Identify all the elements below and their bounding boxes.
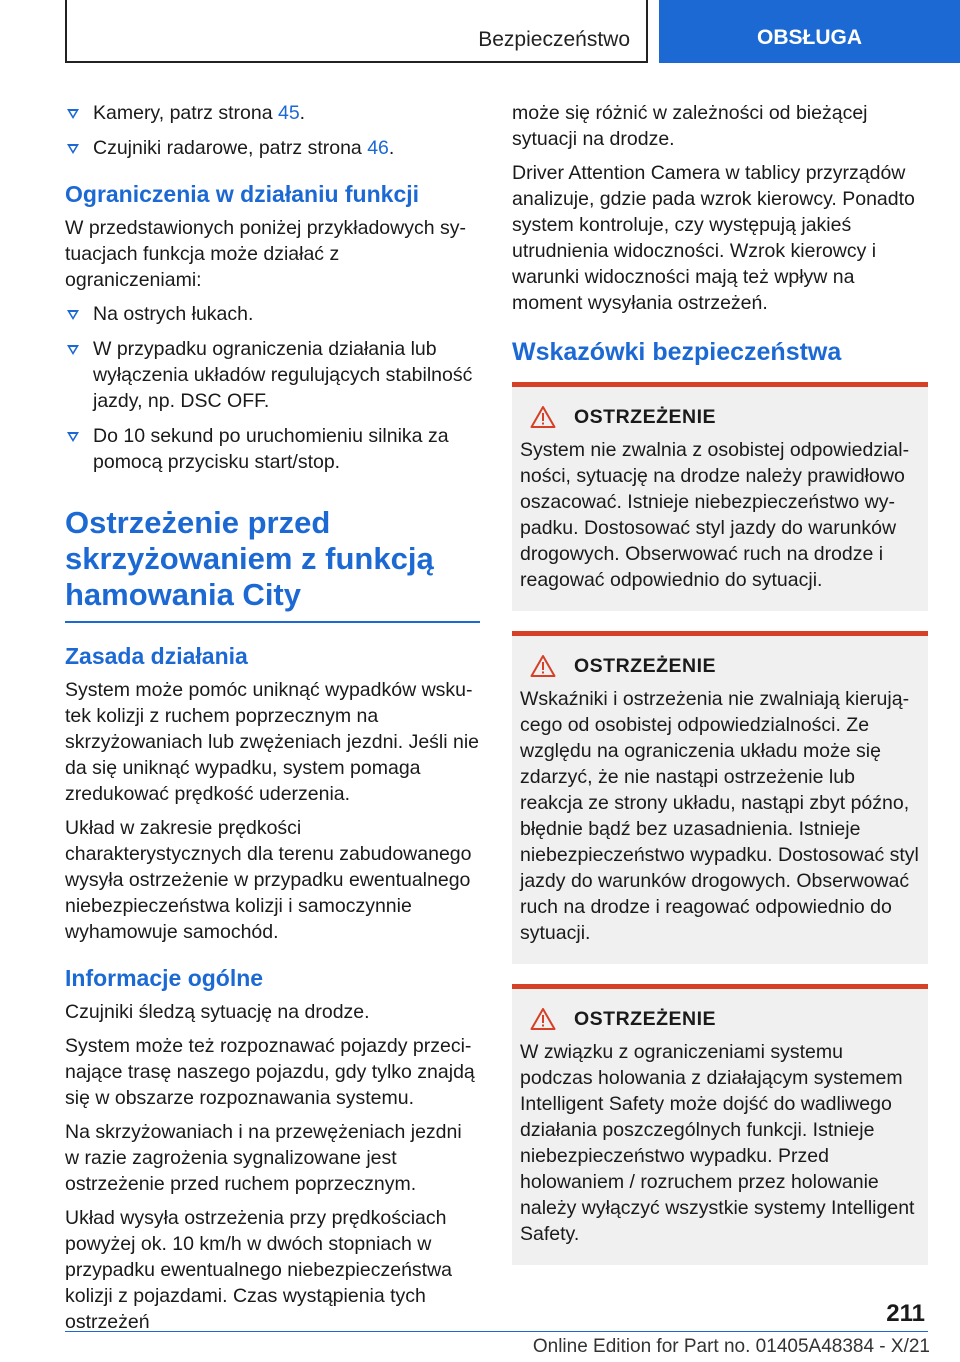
triangle-bullet-icon xyxy=(67,310,79,320)
paragraph: System może pomóc uniknąć wypadków wskutek kolizji z ruchem poprzecznym na skrzyżowaniach lub zwężeniach jezdni. Jeśli nie da się uniknąć wypadku, system pomaga zredukować prędkość uderzenia. xyxy=(65,679,480,805)
list-item: Kamery, patrz strona 45. xyxy=(65,100,480,126)
warning-text: System nie zwalnia z osobistej odpowiedzialności, sytuację na drodze należy prawidłowo oszacować. Istnieje niebezpieczeństwo wypadku. Dostosować styl jazdy do warunków drogowych. Obserwować ruch na drodze i reagować odpowiednio do sytuacji. xyxy=(520,439,910,591)
warning-box xyxy=(512,984,928,1265)
warning-triangle-icon xyxy=(530,1007,556,1031)
limits-list xyxy=(65,301,480,475)
triangle-bullet-icon xyxy=(67,345,79,355)
paragraph: Układ w zakresie prędkości charakterystycznych dla terenu zabudowanego wysyła ostrzeżenie w przypadku ewentualnego niebezpieczeństwa kolizji i samoczynnie wyhamowuje samochód. xyxy=(65,817,472,943)
warning-text: W związku z ograniczeniami systemu podczas holowania z działającym systemem Intelligent Safety może dojść do wadliwego działania poszczególnych funkcji. Istnieje niebezpieczeństwo wypadku. Przed holowaniem / rozruchem przez holowanie należy wyłączyć wszystkie systemy Intelligent Safety. xyxy=(520,1041,915,1245)
limits-intro: W przedstawionych poniżej przykładowych sytuacjach funkcja może działać z ograniczeniami: xyxy=(65,217,466,291)
safety-heading: Wskazówki bezpieczeństwa xyxy=(512,338,842,366)
paragraph: Czujniki śledzą sytuację na drodze. xyxy=(65,1001,370,1023)
warning-triangle-icon xyxy=(530,654,556,678)
general-heading: Informacje ogólne xyxy=(65,965,264,991)
limits-heading: Ograniczenia w działaniu funkcji xyxy=(65,181,420,207)
paragraph: Na skrzyżowaniach i na przewężeniach jezdni w razie zagrożenia sygnalizowane jest ostrzeżenie przed ruchem poprzecznym. xyxy=(65,1121,462,1195)
list-item: W przypadku ograniczenia działania lub wyłączenia układów regulujących stabilność jazdy, np. DSC OFF. xyxy=(65,336,480,414)
triangle-bullet-icon xyxy=(67,109,79,119)
paragraph: Driver Attention Camera w tablicy przyrządów analizuje, gdzie pada wzrok kierowcy. Ponadto system kontroluje, czy występują jakieś utrudnienia widoczności. Wzrok kierowcy i warunki widoczności mają też wpływ na moment wysyłania ostrzeżeń. xyxy=(512,162,915,314)
page-link[interactable]: 45 xyxy=(277,102,300,124)
header-section-title: Bezpieczeństwo xyxy=(478,28,630,51)
footer-edition: Online Edition for Part no. 01405A48384 - X/21 xyxy=(532,1336,930,1357)
right-column xyxy=(512,100,928,1285)
left-column xyxy=(65,100,480,1343)
main-heading: Ostrzeżenie przed skrzyżowaniem z funkcją hamowania City xyxy=(65,505,480,623)
page-number: 211 xyxy=(886,1300,925,1327)
warning-title: OSTRZEŻENIE xyxy=(574,1007,717,1030)
warning-box xyxy=(512,631,928,964)
paragraph: System może też rozpoznawać pojazdy przecinające trasę naszego pojazdu, gdy tylko znajdą się w obszarze rozpoznawania systemu. xyxy=(65,1035,475,1109)
principle-heading: Zasada działania xyxy=(65,643,248,669)
paragraph: może się różnić w zależności od bieżącej sytuacji na drodze. xyxy=(512,102,868,150)
list-item: Na ostrych łukach. xyxy=(65,301,480,327)
warning-title: OSTRZEŻENIE xyxy=(574,405,717,428)
list-item: Czujniki radarowe, patrz strona 46. xyxy=(65,135,480,161)
warning-text: Wskaźniki i ostrzeżenia nie zwalniają kierującego od osobistej odpowiedzialności. Ze względu na ograniczenia układu może się zdarzyć, że nie nastąpi ostrzeżenie lub reakcja ze strony układu, nastąpi zbyt późno, błędnie bądź bez uzasadnienia. Istnieje niebezpieczeństwo wypadku. Dostosować styl jazdy do warunków drogowych. Obserwować ruch na drodze i reagować odpowiednio do sytuacji. xyxy=(520,688,919,944)
footer-divider xyxy=(65,1331,928,1332)
triangle-bullet-icon xyxy=(67,432,79,442)
triangle-bullet-icon xyxy=(67,144,79,154)
warning-box xyxy=(512,382,928,611)
warning-triangle-icon xyxy=(530,405,556,429)
list-item: Do 10 sekund po uruchomieniu silnika za pomocą przycisku start/stop. xyxy=(65,423,480,475)
header-tab-obsluga[interactable]: OBSŁUGA xyxy=(659,0,960,63)
paragraph: Układ wysyła ostrzeżenia przy prędkościach powyżej ok. 10 km/h w dwóch stopniach w przypadku ewentualnego niebezpieczeństwa kolizji z pojazdami. Czas wystąpienia tych ostrzeżeń xyxy=(65,1207,453,1333)
page-link[interactable]: 46 xyxy=(367,137,389,159)
warning-title: OSTRZEŻENIE xyxy=(574,654,717,677)
cross-ref-list xyxy=(65,100,480,161)
